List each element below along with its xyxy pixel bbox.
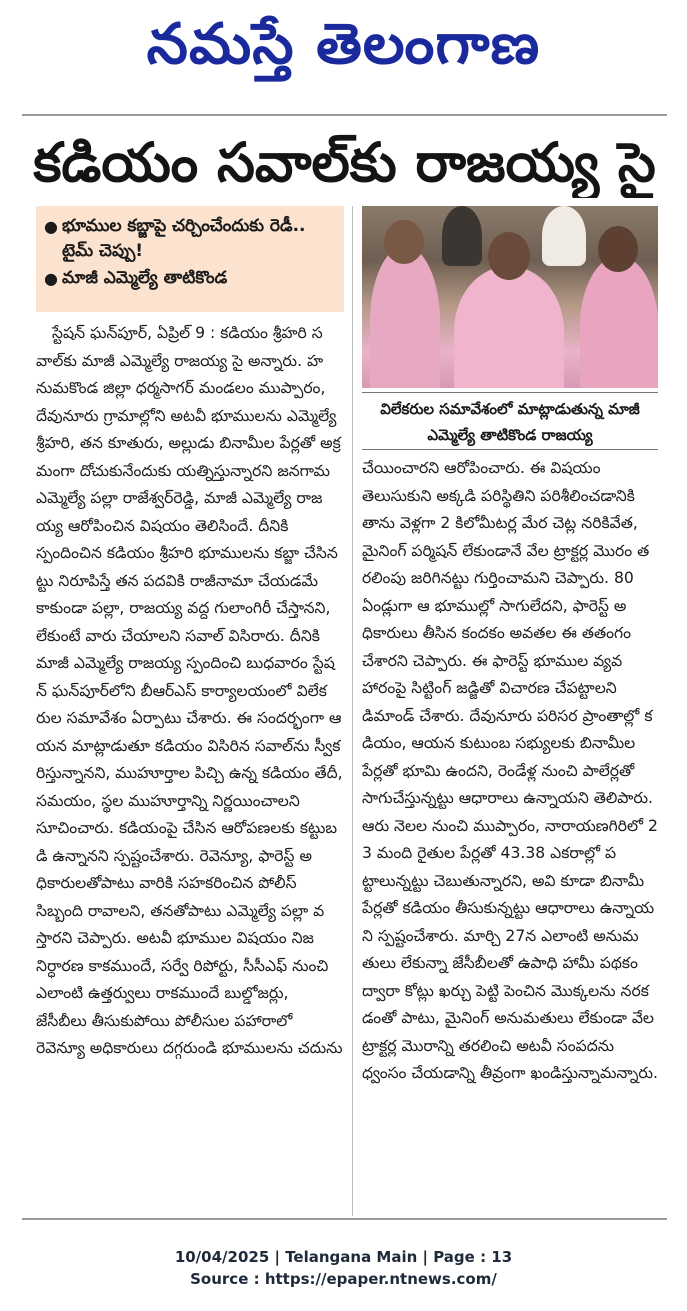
edition-info: 10/04/2025 | Telangana Main | Page : 13 xyxy=(174,1248,513,1266)
bottom-divider xyxy=(22,1218,667,1220)
person-figure xyxy=(370,246,440,388)
highlight-text: భూముల కబ్జాపై చర్చించేందుకు రెడీ.. టైమ్ చెప్పు! xyxy=(62,216,306,261)
article-column-right xyxy=(362,455,658,1215)
person-figure xyxy=(442,206,482,266)
masthead xyxy=(0,6,687,84)
person-figure xyxy=(454,266,564,388)
top-divider xyxy=(22,114,667,116)
highlight-item xyxy=(44,214,338,264)
person-figure xyxy=(580,256,658,388)
highlights-box xyxy=(36,206,344,312)
news-photo xyxy=(362,206,658,388)
bullet-icon: ● xyxy=(44,269,58,288)
column-divider xyxy=(352,206,353,1216)
article-column-left xyxy=(36,320,344,1240)
article-body-left: స్టేషన్ ఘన్‌పూర్, ఏప్రిల్ 9 : కడియం శ్రీహరి సవాల్‌కు మాజీ ఎమ్మెల్యే రాజయ్య సై అన్నారు. హనుమకొండ జిల్లా ధర్మసాగర్ మండలం ముప్పారం, దేవునూరు గ్రామాల్లోని అటవీ భూములను ఎమ్మెల్యే శ్రీహరి, తన కూతురు, అల్లుడు బినామీల పేర్లతో అక్రమంగా దోచుకునేందుకు యత్నిస్తున్నారని జనగామ ఎమ్మెల్యే పల్లా రాజేశ్వర్‌రెడ్డి, మాజీ ఎమ్మెల్యే రాజయ్య ఆరోపించిన విషయం తెలిసిందే. దీనికి స్పందించిన కడియం శ్రీహరి భూములను కబ్జా చేసినట్టు నిరూపిస్తే తన పదవికి రాజీనామా చేయడమే కాకుండా పల్లా, రాజయ్య వద్ద గులాంగిరీ చేస్తానని, లేకుంటే వారు చేయాలని సవాల్ విసిరారు. దీనికి మాజీ ఎమ్మెల్యే రాజయ్య స్పందించి బుధవారం స్టేషన్ ఘన్‌పూర్‌లోని బీఆర్ఎస్ కార్యాలయంలో విలేకరుల సమావేశం ఏర్పాటు చేశారు. ఈ సందర్భంగా ఆయన మాట్లాడుతూ కడియం విసిరిన సవాల్‌ను స్వీకరిస్తున్నానని, ముహూర్తాల పిచ్చి ఉన్న కడియం తేదీ, సమయం, స్థల ముహూర్తాన్ని నిర్ణయించాలని సూచించారు. కడియంపై చేసిన ఆరోపణలకు కట్టుబడి ఉన్నానని స్పష్టంచేశారు. రెవెన్యూ, ఫారెస్ట్ అధికారులతోపాటు వారికి సహకరించిన పోలీస్ సిబ్బంది రావాలని, తనతోపాటు ఎమ్మెల్యే పల్లా వస్తారని చెప్పారు. అటవీ భూముల విషయం నిజనిర్ధారణ కాకముందే, సర్వే రిపోర్టు, సీసీఎఫ్ నుంచి ఎలాంటి ఉత్తర్వులు రాకముందే బుల్డోజర్లు, జేసీబీలు తీసుకుపోయి పోలీసుల పహారాలో రెవెన్యూ అధికారులు దగ్గరుండి భూములను చదును xyxy=(36,324,343,1057)
person-figure xyxy=(488,232,530,280)
article-headline: కడియం సవాల్‌కు రాజయ్య సై xyxy=(33,131,656,194)
person-figure xyxy=(598,226,638,272)
highlight-text: మాజీ ఎమ్మెల్యే తాటికొండ xyxy=(62,268,228,288)
newspaper-logo: నమస్తే తెలంగాణ xyxy=(146,12,541,77)
footer xyxy=(0,1246,687,1290)
highlight-item xyxy=(44,266,338,291)
article-body-right: చేయించారని ఆరోపించారు. ఈ విషయం తెలుసుకుని అక్కడి పరిస్థితిని పరిశీలించడానికి తాను వెళ్లగా 2 కిలోమీటర్ల మేర చెట్ల నరికివేత, మైనింగ్ పర్మిషన్ లేకుండానే వేల ట్రాక్టర్ల మొరం తరలింపు జరిగినట్టు గుర్తించామని చెప్పారు. 80 ఏండ్లుగా ఆ భూముల్లో సాగులేదని, ఫారెస్ట్ అధికారులు తీసిన కందకం అవతల ఈ తతంగం చేశారని చెప్పారు. ఈ ఫారెస్ట్ భూముల వ్యవహారంపై సిట్టింగ్ జడ్జితో విచారణ చేపట్టాలని డిమాండ్ చేశారు. దేవునూరు పరిసర ప్రాంతాల్లో కడియం, ఆయన కుటుంబ సభ్యులకు బినామీల పేర్లతో భూమి ఉందని, రెండేళ్ల నుంచి పాలేర్లతో సాగుచేస్తున్నట్టు ఆధారాలు ఉన్నాయని తెలిపారు. ఆరు నెలల నుంచి ముప్పారం, నారాయణగిరిలో 23 మంది రైతుల పేర్లతో 43.38 ఎకరాల్లో పట్టాలున్నట్టు చెబుతున్నారని, అవి కూడా బినామీ పేర్లతో కడియం తీసుకున్నట్టు ఆధారాలు ఉన్నాయని స్పష్టంచేశారు. మార్చి 27న ఎలాంటి అనుమతులు లేకున్నా జేసీబీలతో ఉపాధి హామీ పథకం ద్వారా కోట్లు ఖర్చు పెట్టి పెంచిన మొక్కలను నరకడంతో పాటు, మైనింగ్ అనుమతులు లేకుండా వేల ట్రాక్టర్ల మొరాన్ని తరలించి అటవీ సంపదను ధ్వంసం చేయడాన్ని తీవ్రంగా ఖండిస్తున్నామన్నారు. xyxy=(362,459,658,1082)
person-figure xyxy=(542,206,586,266)
source-link[interactable]: Source : https://epaper.ntnews.com/ xyxy=(190,1270,497,1288)
person-figure xyxy=(384,220,424,264)
photo-caption: విలేకరుల సమావేశంలో మాట్లాడుతున్న మాజీ ఎమ్మెల్యే తాటికొండ రాజయ్య xyxy=(362,392,658,450)
bullet-icon: ● xyxy=(44,217,58,236)
